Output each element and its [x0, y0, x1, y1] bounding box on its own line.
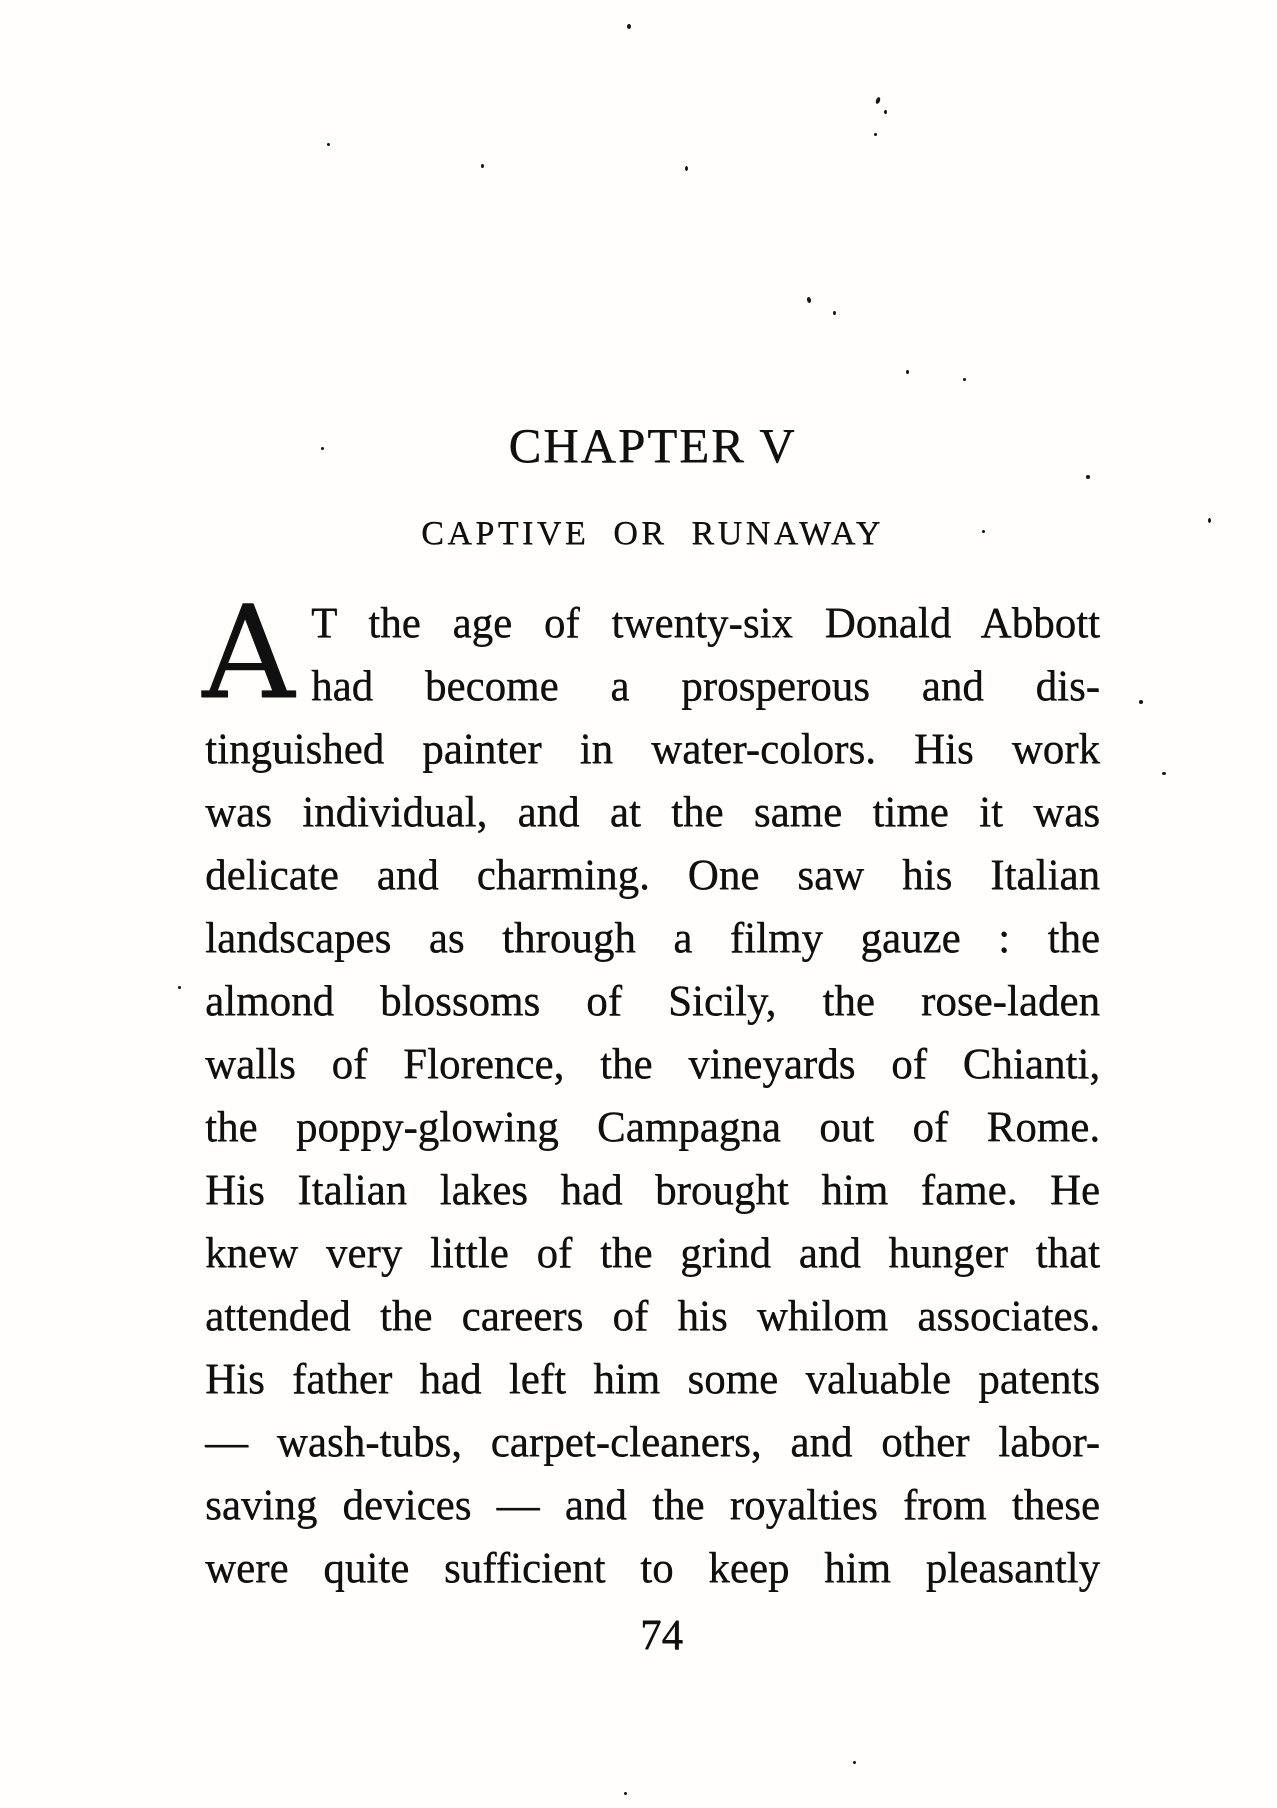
body-line: His Italian lakes had brought him fame. He [205, 1167, 1100, 1214]
body-line: delicate and charming. One saw his Italian [205, 852, 1100, 899]
scan-speck [685, 166, 688, 171]
chapter-subtitle: CAPTIVE OR RUNAWAY [421, 515, 884, 552]
body-line: the poppy-glowing Campagna out of Rome. [205, 1104, 1100, 1151]
scan-speck [481, 164, 484, 168]
body-line: knew very little of the grind and hunger that [205, 1230, 1100, 1277]
scan-speck [982, 530, 985, 533]
body-line: attended the careers of his whilom associates. [205, 1293, 1100, 1340]
body-line: almond blossoms of Sicily, the rose-laden [205, 978, 1100, 1025]
body-line: T the age of twenty-six Donald Abbott [311, 600, 1100, 647]
body-line: tinguished painter in water-colors. His work [205, 726, 1100, 773]
scan-speck [963, 378, 966, 381]
scan-speck [1208, 518, 1211, 523]
body-text [205, 592, 1100, 1600]
body-line: was individual, and at the same time it was [205, 789, 1100, 836]
scan-speck [627, 24, 631, 29]
body-line: walls of Florence, the vineyards of Chianti, [205, 1041, 1100, 1088]
scan-speck [321, 447, 324, 450]
body-line: landscapes as through a filmy gauze : the [205, 915, 1100, 962]
page-number: 74 [640, 1612, 683, 1659]
body-line: saving devices — and the royalties from these [205, 1482, 1100, 1529]
scan-speck [833, 311, 836, 315]
scan-speck [874, 133, 877, 136]
scan-speck [178, 986, 181, 989]
scan-speck [853, 1761, 856, 1764]
body-line: had become a prosperous and dis- [311, 663, 1100, 710]
scan-speck [1139, 700, 1143, 704]
body-line: His father had left him some valuable patents [205, 1356, 1100, 1403]
scan-speck [806, 297, 811, 304]
scan-speck [1162, 772, 1166, 775]
scan-speck [327, 143, 330, 146]
body-line: — wash-tubs, carpet-cleaners, and other labor- [205, 1419, 1100, 1466]
scan-speck [884, 110, 887, 114]
scan-speck [875, 97, 881, 105]
body-line: were quite sufficient to keep him pleasantly [205, 1545, 1100, 1592]
drop-cap: A [202, 579, 295, 728]
scan-speck [624, 1792, 627, 1795]
chapter-heading: CHAPTER V [508, 418, 797, 473]
scan-speck [1086, 475, 1090, 479]
scan-speck [906, 370, 909, 374]
